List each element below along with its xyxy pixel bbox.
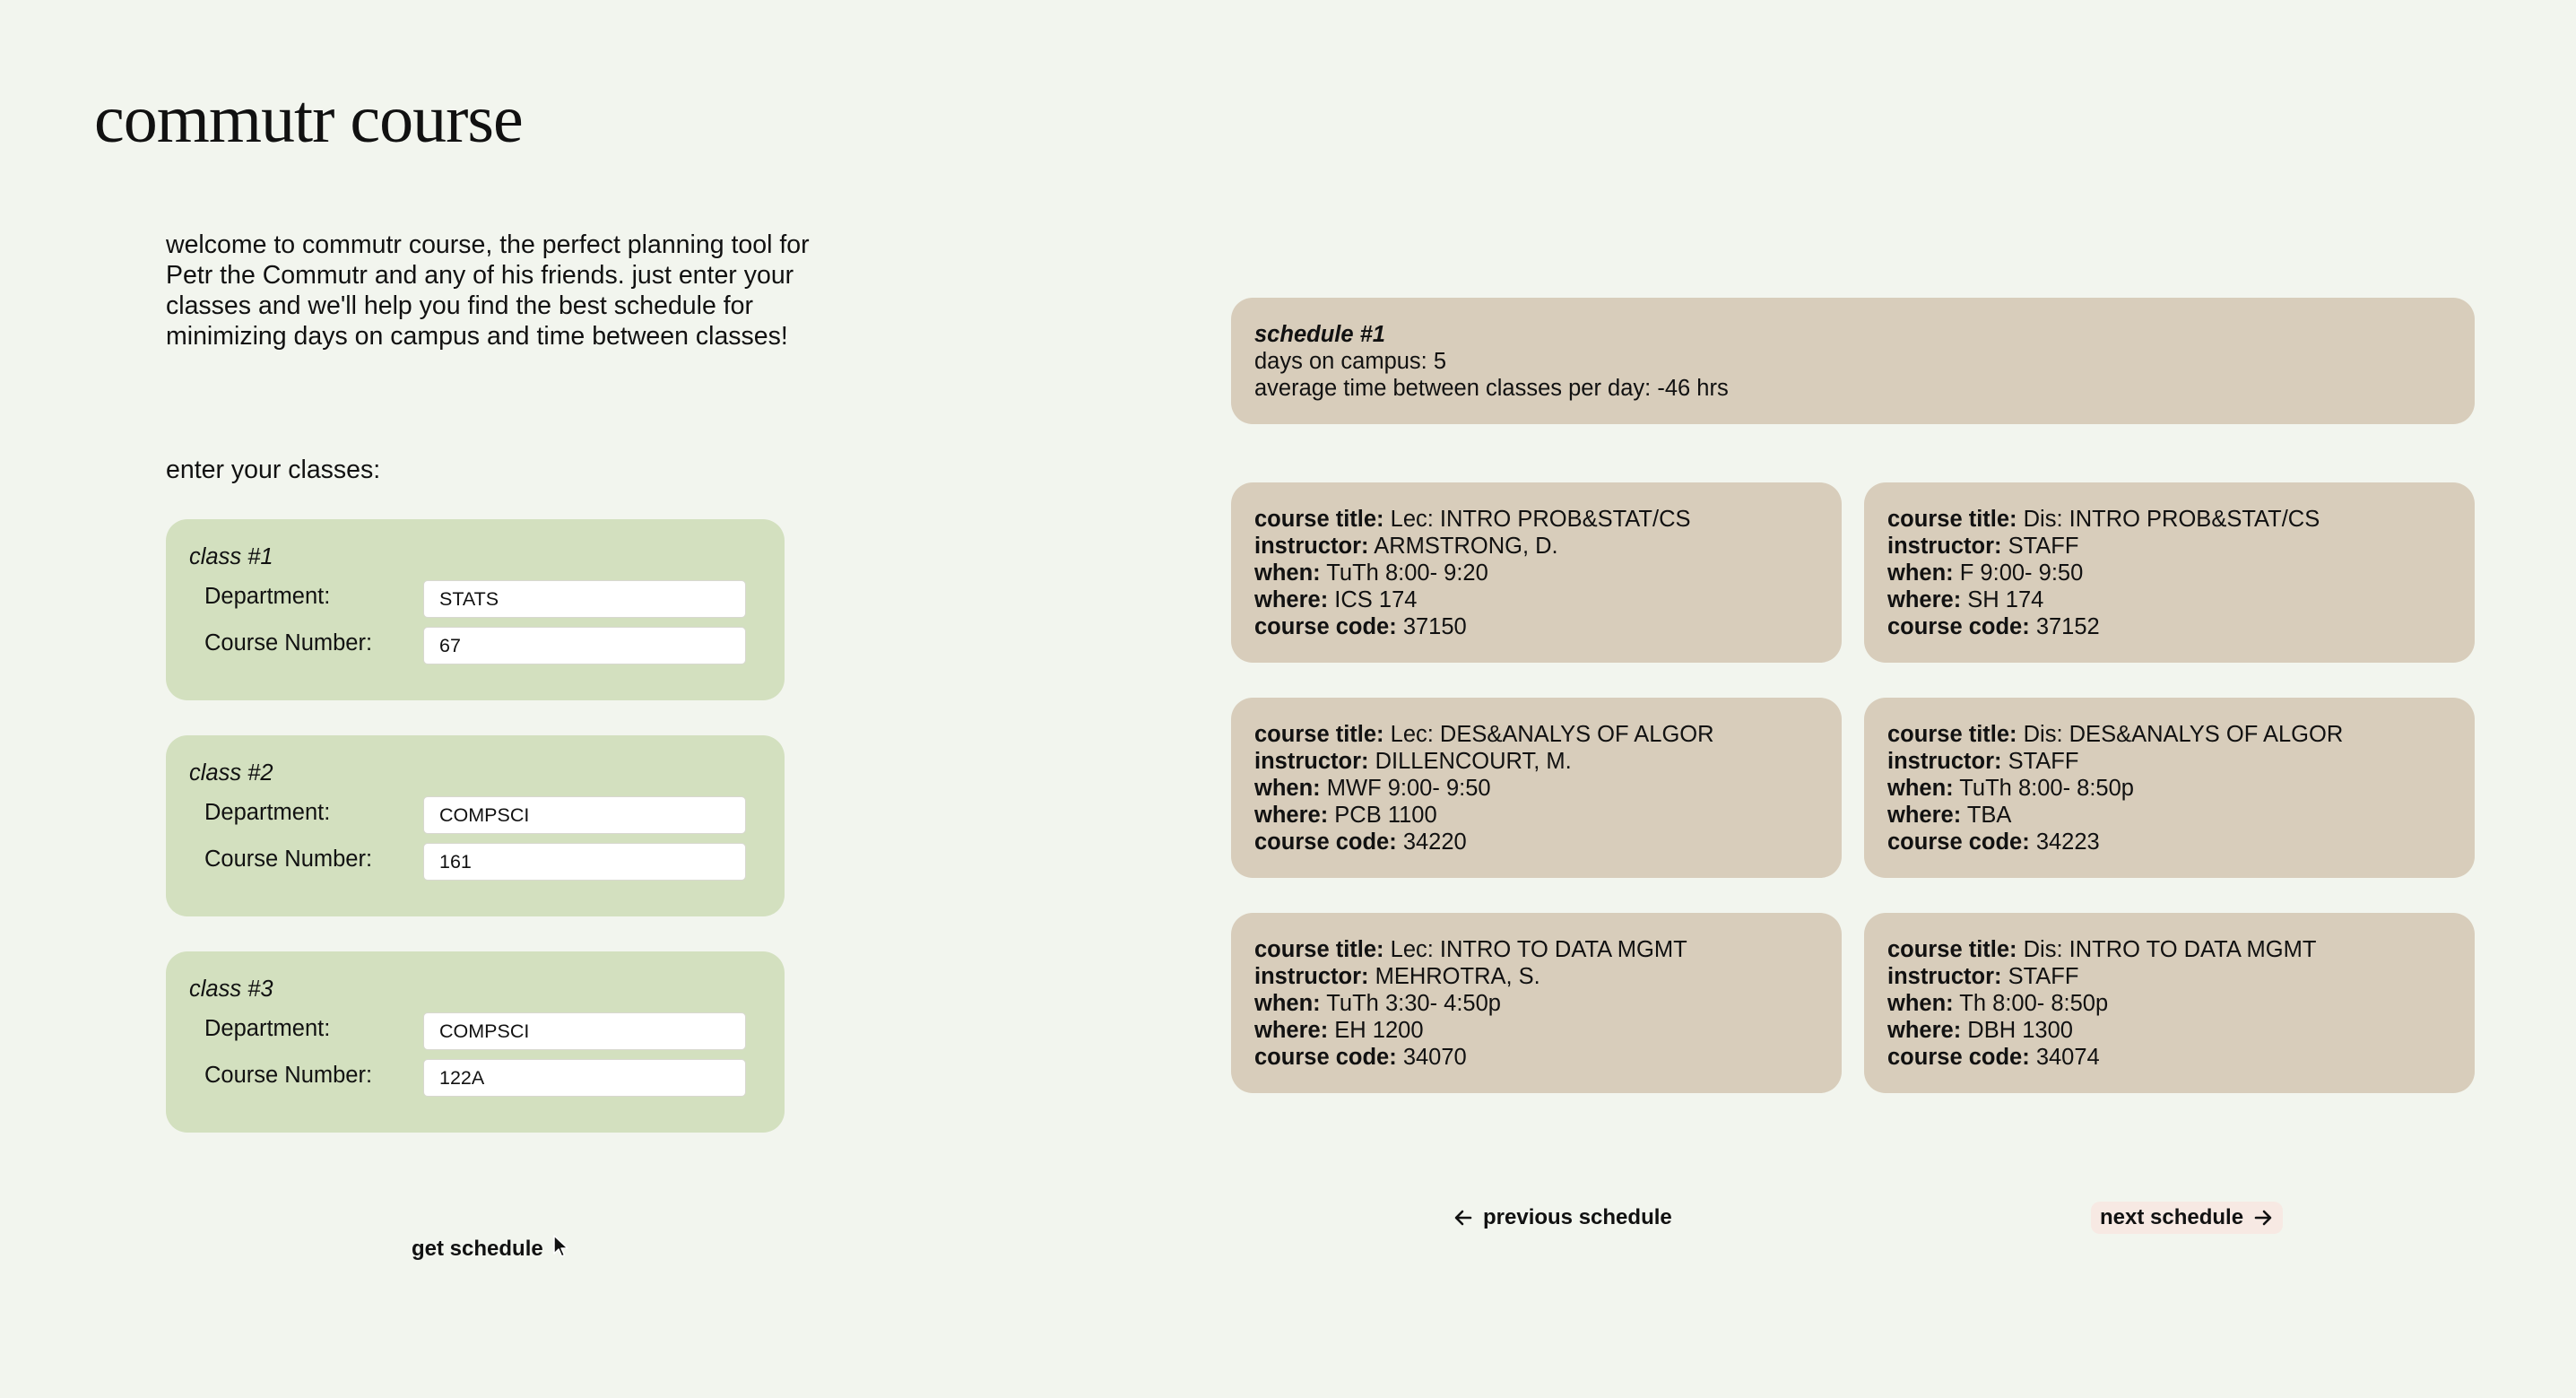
when-label: when: — [1887, 560, 1954, 586]
where-row — [1887, 802, 2451, 829]
course-card — [1864, 482, 2475, 663]
course-code-label: course code: — [1254, 614, 1397, 639]
next-schedule-label: next schedule — [2100, 1205, 2244, 1229]
course-code-value: 34220 — [1402, 829, 1467, 855]
where-row — [1887, 1017, 2451, 1044]
where-value: EH 1200 — [1334, 1018, 1424, 1043]
course-title-label: course title: — [1254, 722, 1384, 747]
instructor-label: instructor: — [1254, 964, 1369, 989]
class-card-title: class #2 — [189, 760, 273, 786]
course-title-label: course title: — [1887, 507, 2017, 532]
get-schedule-button[interactable] — [412, 1237, 570, 1262]
when-value: MWF 9:00- 9:50 — [1326, 776, 1491, 801]
instructor-value: STAFF — [2008, 964, 2079, 989]
instructor-row — [1254, 533, 1818, 560]
class-card-title: class #1 — [189, 544, 273, 569]
course-card — [1864, 698, 2475, 878]
where-row — [1887, 586, 2451, 613]
course-title-value: Dis: INTRO TO DATA MGMT — [2023, 937, 2317, 962]
class-card-1 — [166, 519, 785, 700]
when-value: Th 8:00- 8:50p — [1959, 991, 2109, 1016]
course-title-value: Dis: DES&ANALYS OF ALGOR — [2023, 722, 2344, 747]
course-title-value: Lec: DES&ANALYS OF ALGOR — [1390, 722, 1714, 747]
course-number-label: Course Number: — [204, 1063, 373, 1088]
where-label: where: — [1887, 803, 1962, 828]
schedule-title: schedule #1 — [1254, 322, 1385, 347]
course-code-value: 34070 — [1402, 1045, 1467, 1070]
course-number-label: Course Number: — [204, 847, 373, 872]
course-title-row — [1887, 936, 2451, 963]
instructor-label: instructor: — [1887, 534, 2002, 559]
course-code-label: course code: — [1254, 1045, 1397, 1070]
get-schedule-label: get schedule — [412, 1237, 543, 1261]
when-label: when: — [1254, 560, 1321, 586]
instructor-label: instructor: — [1254, 749, 1369, 774]
course-title-row — [1887, 506, 2451, 533]
when-row — [1254, 775, 1818, 802]
course-card — [1864, 913, 2475, 1093]
enter-classes-label: enter your classes: — [166, 456, 381, 484]
average-time-between: average time between classes per day: -46 hrs — [1254, 376, 1729, 401]
mouse-cursor-icon — [552, 1234, 570, 1259]
instructor-value: DILLENCOURT, M. — [1375, 749, 1572, 774]
where-label: where: — [1887, 587, 1962, 612]
where-value: SH 174 — [1967, 587, 2044, 612]
class-card-3 — [166, 951, 785, 1133]
when-value: TuTh 8:00- 9:20 — [1326, 560, 1488, 586]
where-row — [1254, 586, 1818, 613]
course-title-row — [1254, 506, 1818, 533]
schedule-summary-card — [1231, 298, 2475, 424]
course-card — [1231, 913, 1842, 1093]
when-value: F 9:00- 9:50 — [1959, 560, 2084, 586]
where-label: where: — [1254, 587, 1329, 612]
where-value: ICS 174 — [1334, 587, 1418, 612]
where-label: where: — [1254, 803, 1329, 828]
class-card-2 — [166, 735, 785, 916]
days-on-campus: days on campus: 5 — [1254, 349, 1447, 374]
course-code-label: course code: — [1887, 829, 2030, 855]
course-number-input[interactable] — [423, 1059, 746, 1097]
department-label: Department: — [204, 800, 331, 825]
course-title-value: Lec: INTRO TO DATA MGMT — [1390, 937, 1687, 962]
intro-text: welcome to commutr course, the perfect planning tool for Petr the Commutr and any of his friends. just enter your classes and we'll help you find the best schedule for minimizing days on campus and time between classes! — [166, 230, 810, 351]
course-title-label: course title: — [1254, 937, 1384, 962]
course-card — [1231, 698, 1842, 878]
course-title-row — [1254, 721, 1818, 748]
when-value: TuTh 8:00- 8:50p — [1959, 776, 2134, 801]
department-label: Department: — [204, 1016, 331, 1041]
course-code-row — [1887, 1044, 2451, 1071]
instructor-row — [1887, 533, 2451, 560]
when-value: TuTh 3:30- 4:50p — [1326, 991, 1501, 1016]
department-input[interactable] — [423, 796, 746, 834]
course-code-label: course code: — [1887, 1045, 2030, 1070]
course-number-input[interactable] — [423, 843, 746, 881]
when-row — [1254, 990, 1818, 1017]
instructor-row — [1254, 963, 1818, 990]
course-code-row — [1887, 613, 2451, 640]
instructor-value: STAFF — [2008, 534, 2079, 559]
instructor-label: instructor: — [1887, 749, 2002, 774]
arrow-right-icon — [2252, 1207, 2274, 1229]
course-title-row — [1254, 936, 1818, 963]
class-card-title: class #3 — [189, 977, 273, 1002]
where-label: where: — [1887, 1018, 1962, 1043]
when-label: when: — [1254, 991, 1321, 1016]
course-title-label: course title: — [1887, 937, 2017, 962]
where-value: PCB 1100 — [1334, 803, 1437, 828]
where-label: where: — [1254, 1018, 1329, 1043]
course-title-value: Lec: INTRO PROB&STAT/CS — [1390, 507, 1691, 532]
where-row — [1254, 1017, 1818, 1044]
course-code-label: course code: — [1887, 614, 2030, 639]
instructor-row — [1254, 748, 1818, 775]
course-code-row — [1254, 829, 1818, 855]
department-input[interactable] — [423, 1012, 746, 1050]
instructor-label: instructor: — [1887, 964, 2002, 989]
course-code-value: 34074 — [2035, 1045, 2100, 1070]
where-value: TBA — [1966, 803, 2012, 828]
arrow-left-icon — [1453, 1207, 1474, 1229]
course-number-label: Course Number: — [204, 630, 373, 656]
instructor-row — [1887, 963, 2451, 990]
course-number-input[interactable] — [423, 627, 746, 664]
when-label: when: — [1887, 991, 1954, 1016]
when-row — [1254, 560, 1818, 586]
when-label: when: — [1887, 776, 1954, 801]
course-code-value: 34223 — [2035, 829, 2100, 855]
when-row — [1887, 775, 2451, 802]
course-code-value: 37150 — [1402, 614, 1467, 639]
course-code-value: 37152 — [2035, 614, 2100, 639]
course-title-label: course title: — [1254, 507, 1384, 532]
course-title-value: Dis: INTRO PROB&STAT/CS — [2023, 507, 2320, 532]
where-row — [1254, 802, 1818, 829]
when-row — [1887, 990, 2451, 1017]
instructor-row — [1887, 748, 2451, 775]
when-label: when: — [1254, 776, 1321, 801]
instructor-value: ARMSTRONG, D. — [1374, 534, 1558, 559]
instructor-value: MEHROTRA, S. — [1375, 964, 1540, 989]
course-code-row — [1254, 1044, 1818, 1071]
course-code-row — [1254, 613, 1818, 640]
page-title: commutr course — [94, 82, 523, 157]
previous-schedule-label: previous schedule — [1483, 1205, 1672, 1229]
department-input[interactable] — [423, 580, 746, 618]
where-value: DBH 1300 — [1967, 1018, 2073, 1043]
instructor-value: STAFF — [2008, 749, 2079, 774]
course-card — [1231, 482, 1842, 663]
course-code-row — [1887, 829, 2451, 855]
department-label: Department: — [204, 584, 331, 609]
course-title-row — [1887, 721, 2451, 748]
course-code-label: course code: — [1254, 829, 1397, 855]
next-schedule-button[interactable] — [2091, 1202, 2283, 1234]
course-title-label: course title: — [1887, 722, 2017, 747]
instructor-label: instructor: — [1254, 534, 1369, 559]
when-row — [1887, 560, 2451, 586]
previous-schedule-button[interactable] — [1444, 1202, 1681, 1234]
